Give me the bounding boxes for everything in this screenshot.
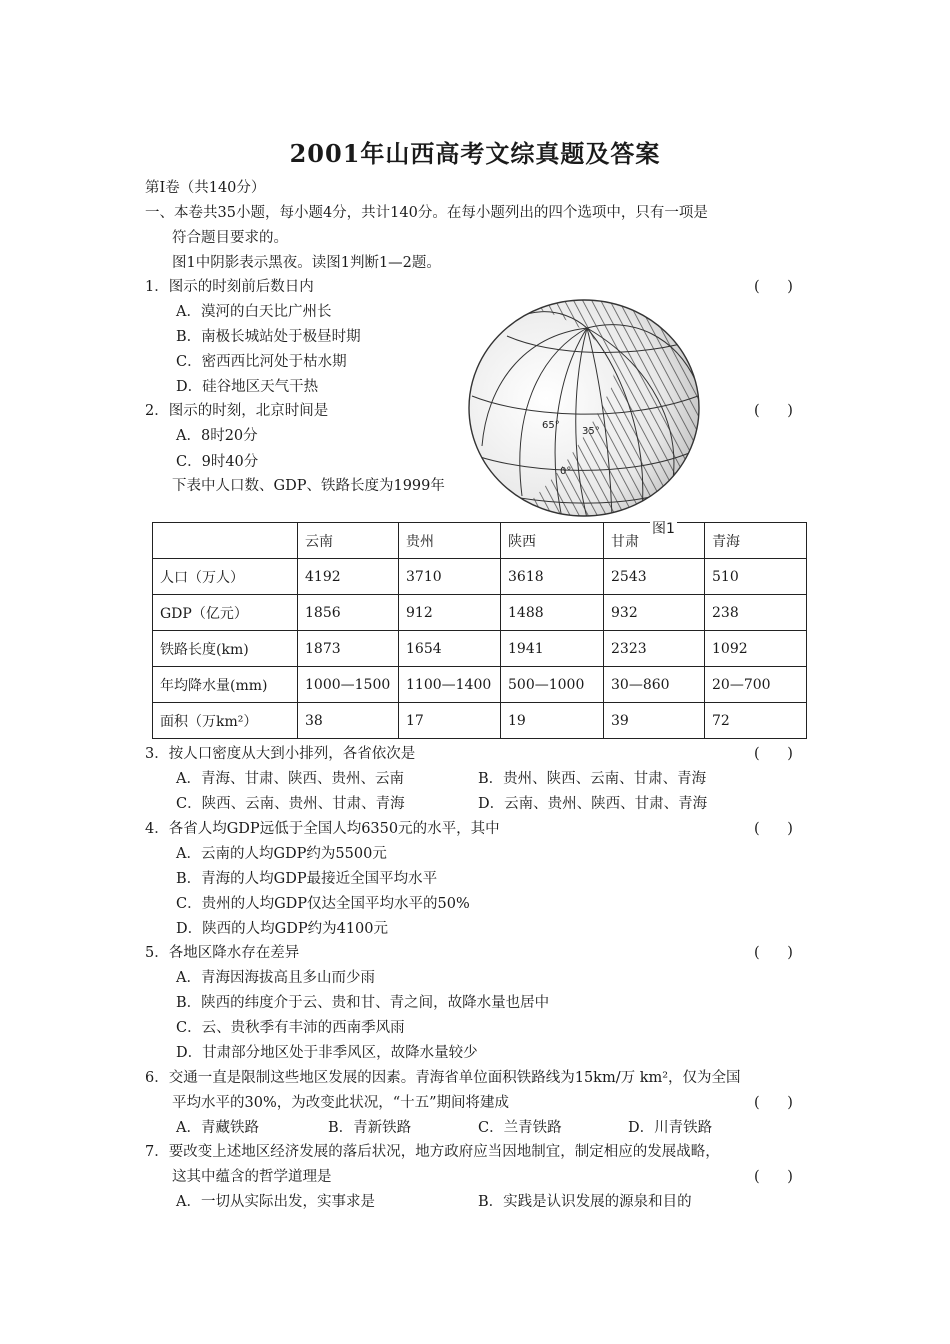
q7-option-a: A．一切从实际出发，实事求是 — [176, 1194, 375, 1210]
q6-stem-line-1: 6．交通一直是限制这些地区发展的因素。青海省单位面积铁路线为15km/万 km²，仅为全国 — [145, 1070, 741, 1086]
table-header-cell: 青海 — [705, 523, 807, 559]
table-cell: 500—1000 — [501, 667, 604, 703]
lat-label-35: 35° — [582, 426, 600, 437]
table-header-cell: 云南 — [298, 523, 399, 559]
table-cell: 72 — [705, 703, 807, 739]
table-cell: 1000—1500 — [298, 667, 399, 703]
q3-option-b: B．贵州、陕西、云南、甘肃、青海 — [478, 771, 707, 787]
q2-stem: 2．图示的时刻，北京时间是 — [145, 403, 329, 419]
table-cell: GDP（亿元） — [153, 595, 298, 631]
q6-option-a: A．青藏铁路 — [176, 1120, 259, 1136]
q5-option-c: C．云、贵秋季有丰沛的西南季风雨 — [176, 1020, 405, 1036]
table-cell: 2543 — [604, 559, 705, 595]
q7-answer-paren: ( ) — [754, 1169, 793, 1185]
q4-option-d: D．陕西的人均GDP约为4100元 — [176, 921, 388, 937]
q4-option-b: B．青海的人均GDP最接近全国平均水平 — [176, 871, 438, 887]
q4-option-a: A．云南的人均GDP约为5500元 — [176, 846, 387, 862]
table-cell: 人口（万人） — [153, 559, 298, 595]
table-cell: 932 — [604, 595, 705, 631]
table-header-cell — [153, 523, 298, 559]
table-cell: 1092 — [705, 631, 807, 667]
table-cell: 3710 — [399, 559, 501, 595]
q5-option-d: D．甘肃部分地区处于非季风区，故降水量较少 — [176, 1045, 478, 1061]
q3-stem: 3．按人口密度从大到小排列，各省依次是 — [145, 746, 416, 762]
table-cell: 912 — [399, 595, 501, 631]
table-cell: 20—700 — [705, 667, 807, 703]
q2-option-c: C．9时40分 — [176, 454, 259, 470]
table-cell: 39 — [604, 703, 705, 739]
q2-option-a: A．8时20分 — [176, 428, 258, 444]
q2-answer-paren: ( ) — [754, 403, 793, 419]
page-title: 2001年山西高考文综真题及答案 — [289, 139, 661, 168]
q6-option-c: C．兰青铁路 — [478, 1120, 562, 1136]
table-row — [153, 559, 807, 595]
q4-answer-paren: ( ) — [754, 821, 793, 837]
table-row — [153, 631, 807, 667]
lat-label-0: 0° — [560, 466, 572, 477]
q3-option-c: C．陕西、云南、贵州、甘肃、青海 — [176, 796, 405, 812]
table-cell: 38 — [298, 703, 399, 739]
q5-option-b: B．陕西的纬度介于云、贵和甘、青之间，故降水量也居中 — [176, 995, 550, 1011]
q4-option-c: C．贵州的人均GDP仅达全国平均水平的50% — [176, 896, 470, 912]
q4-stem: 4．各省人均GDP远低于全国人均6350元的水平，其中 — [145, 821, 500, 837]
table-cell: 17 — [399, 703, 501, 739]
table-intro: 下表中人口数、GDP、铁路长度为1999年 — [172, 478, 445, 494]
q1-stem: 1．图示的时刻前后数日内 — [145, 279, 314, 295]
lat-label-65: 65° — [542, 420, 560, 431]
q5-option-a: A．青海因海拔高且多山而少雨 — [176, 970, 375, 986]
q7-stem-line-1: 7．要改变上述地区经济发展的落后状况，地方政府应当因地制宜，制定相应的发展战略， — [145, 1144, 720, 1160]
globe-figure — [462, 296, 702, 524]
table-cell: 2323 — [604, 631, 705, 667]
q3-option-d: D．云南、贵州、陕西、甘肃、青海 — [478, 796, 708, 812]
q6-answer-paren: ( ) — [754, 1095, 793, 1111]
table-cell: 1873 — [298, 631, 399, 667]
table-cell: 1488 — [501, 595, 604, 631]
table-cell: 1654 — [399, 631, 501, 667]
q1-option-a: A．漠河的白天比广州长 — [176, 304, 332, 320]
section-heading: 第Ⅰ卷（共140分） — [145, 180, 266, 196]
instruction-line-2: 符合题目要求的。 — [172, 230, 288, 246]
q5-stem: 5．各地区降水存在差异 — [145, 945, 300, 961]
province-data-table — [152, 522, 807, 739]
q3-option-a: A．青海、甘肃、陕西、贵州、云南 — [176, 771, 404, 787]
table-header-cell: 陕西 — [501, 523, 604, 559]
q7-stem-line-2: 这其中蕴含的哲学道理是 — [172, 1169, 332, 1185]
table-cell: 238 — [705, 595, 807, 631]
q1-answer-paren: ( ) — [754, 279, 793, 295]
table-cell: 1100—1400 — [399, 667, 501, 703]
table-row — [153, 667, 807, 703]
q3-answer-paren: ( ) — [754, 746, 793, 762]
q1-option-c: C．密西西比河处于枯水期 — [176, 354, 347, 370]
figure-caption: 图1 — [650, 518, 677, 538]
q7-option-b: B．实践是认识发展的源泉和目的 — [478, 1194, 692, 1210]
table-cell: 1856 — [298, 595, 399, 631]
table-cell: 1941 — [501, 631, 604, 667]
table-cell: 3618 — [501, 559, 604, 595]
table-header-cell: 甘肃 — [604, 523, 705, 559]
table-cell: 面积（万km²） — [153, 703, 298, 739]
q6-option-b: B．青新铁路 — [328, 1120, 412, 1136]
table-cell: 4192 — [298, 559, 399, 595]
instruction-line-1: 一、本卷共35小题，每小题4分，共计140分。在每小题列出的四个选项中，只有一项是 — [145, 205, 708, 221]
table-cell: 铁路长度(km) — [153, 631, 298, 667]
q5-answer-paren: ( ) — [754, 945, 793, 961]
table-cell: 510 — [705, 559, 807, 595]
table-cell: 30—860 — [604, 667, 705, 703]
q1-option-b: B．南极长城站处于极昼时期 — [176, 329, 361, 345]
q6-stem-line-2: 平均水平的30%，为改变此状况，“十五”期间将建成 — [172, 1095, 510, 1111]
table-header-cell: 贵州 — [399, 523, 501, 559]
q6-option-d: D．川青铁路 — [628, 1120, 713, 1136]
instruction-line-3: 图1中阴影表示黑夜。读图1判断1—2题。 — [172, 255, 441, 271]
table-cell: 19 — [501, 703, 604, 739]
table-header-row — [153, 523, 807, 559]
q1-option-d: D．硅谷地区天气干热 — [176, 379, 319, 395]
table-row — [153, 703, 807, 739]
table-cell: 年均降水量(mm) — [153, 667, 298, 703]
table-row — [153, 595, 807, 631]
